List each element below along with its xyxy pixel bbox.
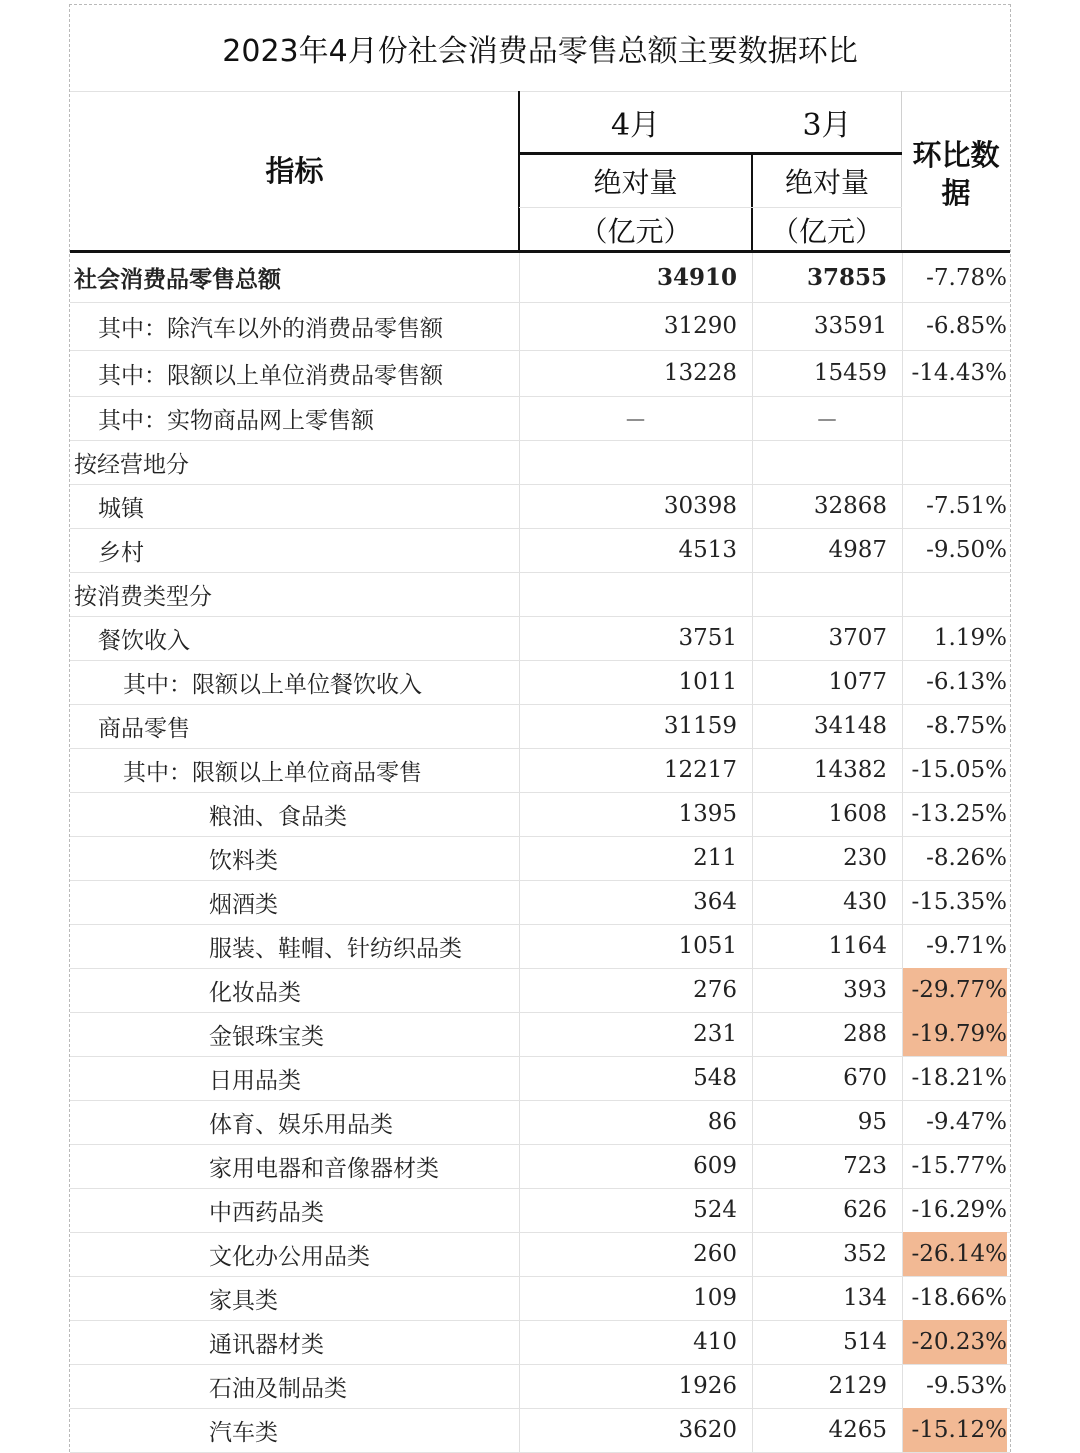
april-value: 1051: [678, 933, 737, 959]
table-row: [70, 1320, 1010, 1364]
table-row: [70, 880, 1010, 924]
mom-value: 1.19%: [933, 625, 1007, 651]
header-indicator: 指标: [265, 154, 324, 188]
row-label: 其中：限额以上单位消费品零售额: [98, 362, 443, 389]
table-row: [70, 1408, 1010, 1452]
row-label: 家具类: [209, 1287, 278, 1314]
april-value: [519, 440, 737, 484]
march-value: 1164: [828, 933, 887, 959]
row-label: 石油及制品类: [209, 1375, 347, 1402]
mom-value: -7.78%: [926, 264, 1007, 291]
march-value: 1077: [828, 669, 887, 695]
table-row: [70, 836, 1010, 880]
april-value: 31159: [663, 713, 737, 739]
march-value: 352: [843, 1241, 887, 1267]
spreadsheet: [69, 4, 1011, 1452]
april-value: 12217: [663, 757, 737, 783]
mom-value: -19.79%: [903, 1012, 1007, 1056]
mom-value: -16.29%: [911, 1197, 1007, 1223]
march-value: 134: [843, 1285, 887, 1311]
header-divider: [901, 91, 902, 251]
header-divider: [519, 207, 902, 208]
april-value: －: [624, 407, 647, 434]
march-value: 430: [843, 889, 887, 915]
march-value: 393: [843, 977, 887, 1003]
row-label: 乡村: [98, 539, 144, 566]
april-value: 410: [693, 1329, 737, 1355]
row-label: 体育、娱乐用品类: [209, 1111, 393, 1138]
header-mom-line2: 据: [941, 176, 971, 210]
header-divider: [518, 91, 520, 251]
row-label: 其中：实物商品网上零售额: [98, 407, 374, 434]
march-value: 626: [843, 1197, 887, 1223]
mom-value: -9.53%: [926, 1373, 1007, 1399]
mom-value: [903, 396, 1007, 440]
march-value: 14382: [813, 757, 887, 783]
april-value: 3620: [678, 1417, 737, 1443]
april-value: 31290: [663, 313, 737, 339]
table-row: [70, 528, 1010, 572]
mom-value: [903, 572, 1007, 616]
table-row: [70, 1056, 1010, 1100]
row-label: 汽车类: [209, 1419, 278, 1446]
march-value: 4987: [828, 537, 887, 563]
table-row: [70, 1364, 1010, 1408]
mom-value: -6.13%: [926, 669, 1007, 695]
header-march-abs: 绝对量: [784, 166, 869, 199]
mom-value: -15.77%: [911, 1153, 1007, 1179]
table-row: [70, 1100, 1010, 1144]
march-value: 670: [843, 1065, 887, 1091]
april-value: 13228: [663, 360, 737, 386]
header-march: 3月: [802, 108, 852, 143]
table-row: [70, 1276, 1010, 1320]
april-value: 524: [693, 1197, 737, 1223]
march-value: 3707: [828, 625, 887, 651]
table-row: [70, 660, 1010, 704]
header-march-unit: （亿元）: [770, 215, 883, 248]
header-divider: [519, 152, 902, 155]
table-row: [70, 440, 1010, 484]
header-mom-line1: 环比数: [912, 138, 1000, 172]
march-value: 37855: [806, 264, 887, 291]
row-label: 化妆品类: [209, 979, 301, 1006]
april-value: 1395: [678, 801, 737, 827]
april-value: 1926: [678, 1373, 737, 1399]
table-row: [70, 484, 1010, 528]
april-value: 4513: [678, 537, 737, 563]
row-label: 服装、鞋帽、针纺织品类: [209, 935, 462, 962]
april-value: 30398: [663, 493, 737, 519]
row-label: 饮料类: [209, 847, 278, 874]
table-row: [70, 748, 1010, 792]
table-row: [70, 968, 1010, 1012]
row-label: 其中：限额以上单位商品零售: [123, 759, 422, 786]
mom-value: -20.23%: [903, 1320, 1007, 1364]
april-value: 609: [693, 1153, 737, 1179]
row-label: 商品零售: [98, 715, 190, 742]
mom-value: -18.21%: [911, 1065, 1007, 1091]
row-label: 城镇: [98, 495, 144, 522]
march-value: 95: [857, 1109, 887, 1135]
mom-value: -15.12%: [903, 1408, 1007, 1452]
header-april: 4月: [610, 108, 661, 143]
mom-value: -7.51%: [926, 493, 1007, 519]
march-value: 32868: [813, 493, 887, 519]
march-value: 1608: [828, 801, 887, 827]
header-divider: [751, 153, 753, 251]
mom-value: -9.50%: [926, 537, 1007, 563]
march-value: 723: [843, 1153, 887, 1179]
header-april-unit: （亿元）: [579, 215, 692, 248]
mom-value: -26.14%: [903, 1232, 1007, 1276]
april-value: 1011: [678, 669, 737, 695]
mom-value: -18.66%: [911, 1285, 1007, 1311]
march-value: 33591: [813, 313, 887, 339]
april-value: 276: [693, 977, 737, 1003]
mom-value: -8.26%: [926, 845, 1007, 871]
table-row: [70, 1144, 1010, 1188]
march-value: 514: [843, 1329, 887, 1355]
table-row: [70, 792, 1010, 836]
march-value: 230: [843, 845, 887, 871]
table-row: [70, 1012, 1010, 1056]
mom-value: -6.85%: [926, 313, 1007, 339]
row-label: 按消费类型分: [74, 583, 212, 610]
row-label: 其中：除汽车以外的消费品零售额: [98, 315, 443, 342]
table-row: [70, 704, 1010, 748]
table-row: [70, 302, 1010, 350]
mom-value: -29.77%: [903, 968, 1007, 1012]
table-row: [70, 616, 1010, 660]
row-label: 家用电器和音像器材类: [209, 1155, 439, 1182]
april-value: 548: [693, 1065, 737, 1091]
march-value: －: [815, 407, 839, 434]
mom-value: [903, 440, 1007, 484]
april-value: 231: [693, 1021, 737, 1047]
row-label: 日用品类: [209, 1067, 301, 1094]
row-label: 文化办公用品类: [209, 1243, 370, 1270]
april-value: 3751: [678, 625, 737, 651]
row-label: 社会消费品零售总额: [74, 266, 281, 293]
march-value: [752, 440, 887, 484]
march-value: 288: [843, 1021, 887, 1047]
header-april-abs: 绝对量: [593, 166, 678, 199]
april-value: 211: [693, 845, 737, 871]
row-label: 烟酒类: [209, 891, 278, 918]
march-value: 2129: [828, 1373, 887, 1399]
table-row: [70, 572, 1010, 616]
april-value: 260: [693, 1241, 737, 1267]
march-value: 34148: [813, 713, 887, 739]
mom-value: -14.43%: [911, 360, 1007, 386]
table-title: 2023年4月份社会消费品零售总额主要数据环比: [222, 34, 858, 69]
mom-value: -13.25%: [911, 801, 1007, 827]
table-row: [70, 1188, 1010, 1232]
march-value: 15459: [813, 360, 887, 386]
mom-value: -9.71%: [926, 933, 1007, 959]
table-row: [70, 253, 1010, 302]
mom-value: -15.35%: [911, 889, 1007, 915]
row-label: 其中：限额以上单位餐饮收入: [123, 671, 422, 698]
table-row: [70, 350, 1010, 396]
row-label: 中西药品类: [209, 1199, 324, 1226]
april-value: 364: [693, 889, 737, 915]
march-value: 4265: [828, 1417, 887, 1443]
table-row: [70, 396, 1010, 440]
march-value: [752, 572, 887, 616]
row-label: 通讯器材类: [209, 1331, 324, 1358]
april-value: 86: [707, 1109, 737, 1135]
mom-value: -15.05%: [911, 757, 1007, 783]
april-value: [519, 572, 737, 616]
row-label: 金银珠宝类: [209, 1023, 324, 1050]
row-label: 按经营地分: [74, 451, 189, 478]
row-label: 粮油、食品类: [209, 803, 347, 830]
table-row: [70, 924, 1010, 968]
table-row: [70, 1232, 1010, 1276]
april-value: 109: [693, 1285, 737, 1311]
april-value: 34910: [656, 264, 737, 291]
mom-value: -9.47%: [926, 1109, 1007, 1135]
row-label: 餐饮收入: [98, 627, 190, 654]
mom-value: -8.75%: [926, 713, 1007, 739]
